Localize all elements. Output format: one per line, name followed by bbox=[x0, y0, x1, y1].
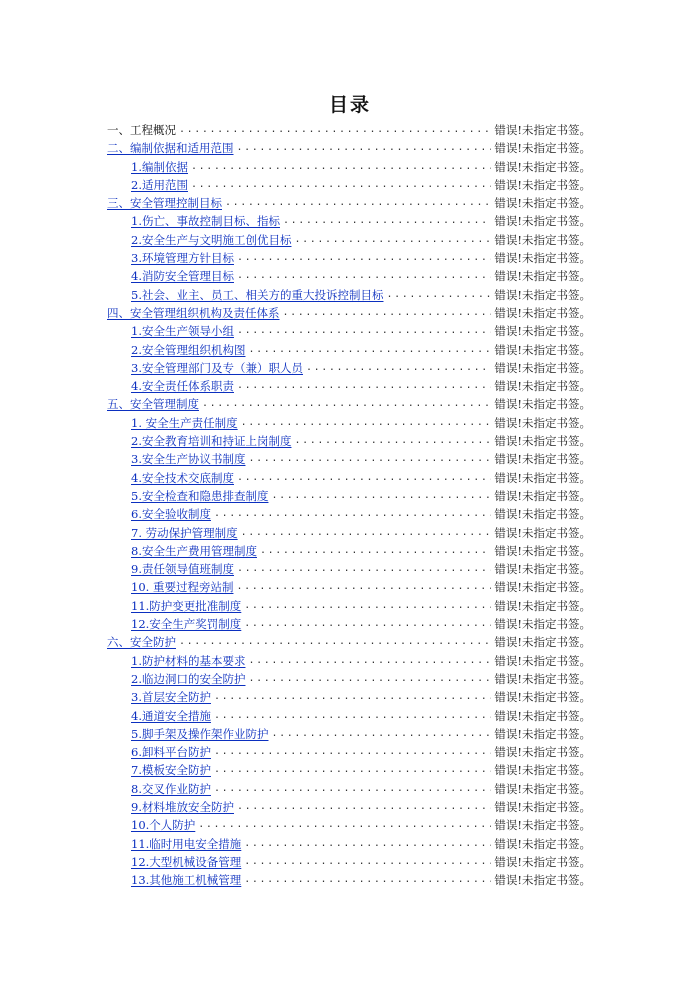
dot-leader bbox=[294, 231, 491, 249]
toc-entry[interactable] bbox=[107, 487, 591, 505]
toc-page-reference: 错误!未指定书签。 bbox=[494, 452, 591, 467]
toc-entry[interactable] bbox=[107, 816, 591, 834]
toc-entry-label[interactable]: 2.安全教育培训和持证上岗制度 bbox=[131, 434, 292, 449]
toc-entry bbox=[107, 121, 591, 139]
dot-leader bbox=[248, 341, 491, 359]
toc-page-reference: 错误!未指定书签。 bbox=[494, 305, 591, 320]
toc-entry-label[interactable]: 六、安全防护 bbox=[107, 635, 176, 650]
toc-page-reference: 错误!未指定书签。 bbox=[494, 123, 591, 137]
toc-entry[interactable] bbox=[107, 633, 591, 651]
toc-page-reference: 错误!未指定书签。 bbox=[494, 196, 591, 211]
dot-leader bbox=[306, 359, 491, 377]
toc-entry[interactable] bbox=[107, 652, 591, 670]
dot-leader bbox=[244, 597, 491, 615]
toc-entry-label[interactable]: 1.编制依据 bbox=[131, 159, 188, 174]
toc-entry-label[interactable]: 四、安全管理组织机构及责任体系 bbox=[107, 305, 280, 320]
toc-page-reference: 错误!未指定书签。 bbox=[494, 671, 591, 686]
toc-entry[interactable] bbox=[107, 286, 591, 304]
toc-entry[interactable] bbox=[107, 725, 591, 743]
dot-leader bbox=[237, 560, 491, 578]
toc-entry-label[interactable]: 4.通道安全措施 bbox=[131, 708, 211, 723]
toc-entry[interactable] bbox=[107, 542, 591, 560]
toc-entry-label[interactable]: 9.责任领导值班制度 bbox=[131, 562, 234, 577]
toc-entry-label[interactable]: 5.安全检查和隐患排查制度 bbox=[131, 488, 269, 503]
dot-leader bbox=[244, 853, 491, 871]
toc-entry-label[interactable]: 2.安全管理组织机构图 bbox=[131, 342, 246, 357]
toc-entry-label[interactable]: 9.材料堆放安全防护 bbox=[131, 799, 234, 814]
toc-entry-label[interactable]: 3.安全生产协议书制度 bbox=[131, 452, 246, 467]
toc-page-reference: 错误!未指定书签。 bbox=[494, 781, 591, 796]
toc-page-reference: 错误!未指定书签。 bbox=[494, 653, 591, 668]
dot-leader bbox=[271, 487, 491, 505]
dot-leader bbox=[214, 688, 491, 706]
toc-entry-label[interactable]: 10. 重要过程旁站制 bbox=[131, 580, 234, 595]
toc-page-reference: 错误!未指定书签。 bbox=[494, 854, 591, 869]
toc-entry[interactable] bbox=[107, 780, 591, 798]
toc-entry[interactable] bbox=[107, 158, 591, 176]
toc-entry[interactable] bbox=[107, 267, 591, 285]
toc-page-reference: 错误!未指定书签。 bbox=[494, 342, 591, 357]
dot-leader bbox=[260, 542, 491, 560]
toc-entry-label: 一、工程概况 bbox=[107, 123, 176, 137]
toc-page-reference: 错误!未指定书签。 bbox=[494, 251, 591, 266]
toc-page-reference: 错误!未指定书签。 bbox=[494, 580, 591, 595]
dot-leader bbox=[283, 304, 492, 322]
toc-entry-label[interactable]: 8.交叉作业防护 bbox=[131, 781, 211, 796]
toc-page-reference: 错误!未指定书签。 bbox=[494, 763, 591, 778]
toc-page-reference: 错误!未指定书签。 bbox=[494, 726, 591, 741]
toc-entry[interactable] bbox=[107, 194, 591, 212]
toc-entry[interactable] bbox=[107, 249, 591, 267]
dot-leader bbox=[214, 707, 491, 725]
toc-entry[interactable] bbox=[107, 212, 591, 230]
toc-entry[interactable] bbox=[107, 615, 591, 633]
toc-entry[interactable] bbox=[107, 304, 591, 322]
toc-entry-label[interactable]: 3.首层安全防护 bbox=[131, 690, 211, 705]
dot-leader bbox=[198, 816, 491, 834]
toc-entry-label[interactable]: 4.安全技术交底制度 bbox=[131, 470, 234, 485]
toc-page-reference: 错误!未指定书签。 bbox=[494, 214, 591, 229]
toc-entry[interactable] bbox=[107, 597, 591, 615]
dot-leader bbox=[237, 798, 491, 816]
dot-leader bbox=[271, 725, 491, 743]
toc-page-reference: 错误!未指定书签。 bbox=[494, 177, 591, 192]
toc-entry[interactable] bbox=[107, 798, 591, 816]
dot-leader bbox=[179, 633, 491, 651]
dot-leader bbox=[248, 670, 491, 688]
dot-leader bbox=[214, 505, 491, 523]
toc-page-reference: 错误!未指定书签。 bbox=[494, 836, 591, 851]
toc-entry[interactable] bbox=[107, 560, 591, 578]
toc-entry-label[interactable]: 7.模板安全防护 bbox=[131, 763, 211, 778]
toc-entry[interactable] bbox=[107, 524, 591, 542]
toc-entry-label[interactable]: 3.环境管理方针目标 bbox=[131, 251, 234, 266]
toc-page-reference: 错误!未指定书签。 bbox=[494, 562, 591, 577]
toc-entry[interactable] bbox=[107, 761, 591, 779]
dot-leader bbox=[248, 450, 491, 468]
dot-leader bbox=[244, 871, 491, 889]
toc-entry[interactable] bbox=[107, 670, 591, 688]
toc-entry-label[interactable]: 1.防护材料的基本要求 bbox=[131, 653, 246, 668]
dot-leader bbox=[248, 652, 491, 670]
dot-leader bbox=[202, 395, 491, 413]
dot-leader bbox=[214, 780, 491, 798]
toc-title: 目录 bbox=[328, 94, 371, 116]
toc-page-reference: 错误!未指定书签。 bbox=[494, 543, 591, 558]
toc-entry[interactable] bbox=[107, 835, 591, 853]
toc-page-reference: 错误!未指定书签。 bbox=[494, 488, 591, 503]
toc-page-reference: 错误!未指定书签。 bbox=[494, 708, 591, 723]
toc-page-reference: 错误!未指定书签。 bbox=[494, 360, 591, 375]
toc-page-reference: 错误!未指定书签。 bbox=[494, 745, 591, 760]
toc-page-reference: 错误!未指定书签。 bbox=[494, 397, 591, 412]
toc-page-reference: 错误!未指定书签。 bbox=[494, 232, 591, 247]
toc-page-reference: 错误!未指定书签。 bbox=[494, 690, 591, 705]
toc-entry[interactable] bbox=[107, 505, 591, 523]
toc-entry[interactable] bbox=[107, 469, 591, 487]
toc-entry[interactable] bbox=[107, 414, 591, 432]
toc-entry[interactable] bbox=[107, 578, 591, 596]
toc-entry-label[interactable]: 2.适用范围 bbox=[131, 177, 188, 192]
toc-entry-label[interactable]: 三、安全管理控制目标 bbox=[107, 196, 222, 211]
dot-leader bbox=[244, 835, 491, 853]
toc-entry-label[interactable]: 5.社会、业主、员工、相关方的重大投诉控制目标 bbox=[131, 287, 384, 302]
dot-leader bbox=[241, 414, 492, 432]
toc-page-reference: 错误!未指定书签。 bbox=[494, 799, 591, 814]
toc-entry[interactable] bbox=[107, 450, 591, 468]
toc-entry[interactable] bbox=[107, 176, 591, 194]
toc-entry-label[interactable]: 1.伤亡、事故控制目标、指标 bbox=[131, 214, 280, 229]
toc-page-reference: 错误!未指定书签。 bbox=[494, 635, 591, 650]
toc-page-reference: 错误!未指定书签。 bbox=[494, 415, 591, 430]
toc-entry-label[interactable]: 4.安全责任体系职责 bbox=[131, 379, 234, 394]
dot-leader bbox=[236, 578, 491, 596]
dot-leader bbox=[214, 761, 491, 779]
toc-entry[interactable] bbox=[107, 341, 591, 359]
dot-leader bbox=[241, 524, 492, 542]
toc-entry-label[interactable]: 13.其他施工机械管理 bbox=[131, 873, 242, 888]
toc-page-reference: 错误!未指定书签。 bbox=[494, 379, 591, 394]
toc-page-reference: 错误!未指定书签。 bbox=[494, 507, 591, 522]
toc-entry[interactable] bbox=[107, 853, 591, 871]
toc-entry-label[interactable]: 6.安全验收制度 bbox=[131, 507, 211, 522]
toc-entry-label[interactable]: 6.卸料平台防护 bbox=[131, 745, 211, 760]
dot-leader bbox=[386, 286, 491, 304]
dot-leader bbox=[237, 249, 491, 267]
toc-page-reference: 错误!未指定书签。 bbox=[494, 324, 591, 339]
toc-page-reference: 错误!未指定书签。 bbox=[494, 269, 591, 284]
toc-entry[interactable] bbox=[107, 688, 591, 706]
toc-entry[interactable] bbox=[107, 322, 591, 340]
dot-leader bbox=[237, 267, 491, 285]
toc-page-reference: 错误!未指定书签。 bbox=[494, 159, 591, 174]
toc-entry-label[interactable]: 4.消防安全管理目标 bbox=[131, 269, 234, 284]
toc-entry-label[interactable]: 3.安全管理部门及专（兼）职人员 bbox=[131, 360, 303, 375]
toc-entry-label[interactable]: 1. 安全生产责任制度 bbox=[131, 415, 238, 430]
toc-page-reference: 错误!未指定书签。 bbox=[494, 434, 591, 449]
dot-leader bbox=[237, 377, 491, 395]
toc-page-reference: 错误!未指定书签。 bbox=[494, 598, 591, 613]
toc-entry-label[interactable]: 12.安全生产奖罚制度 bbox=[131, 617, 242, 632]
toc-page-reference: 错误!未指定书签。 bbox=[494, 141, 591, 156]
toc-page-reference: 错误!未指定书签。 bbox=[494, 287, 591, 302]
toc-entry[interactable] bbox=[107, 139, 591, 157]
toc-entry[interactable] bbox=[107, 231, 591, 249]
toc-entry[interactable] bbox=[107, 432, 591, 450]
dot-leader bbox=[244, 615, 491, 633]
toc-entry-label[interactable]: 11.临时用电安全措施 bbox=[131, 836, 242, 851]
toc-page-reference: 错误!未指定书签。 bbox=[494, 470, 591, 485]
toc-entry-label[interactable]: 11.防护变更批准制度 bbox=[131, 598, 242, 613]
toc-entry-label[interactable]: 二、编制依据和适用范围 bbox=[107, 141, 234, 156]
toc-entry-label[interactable]: 5.脚手架及操作架作业防护 bbox=[131, 726, 269, 741]
toc-entry[interactable] bbox=[107, 743, 591, 761]
dot-leader bbox=[179, 121, 491, 139]
dot-leader bbox=[237, 469, 491, 487]
dot-leader bbox=[237, 139, 492, 157]
table-of-contents bbox=[107, 121, 591, 889]
toc-page-reference: 错误!未指定书签。 bbox=[494, 525, 591, 540]
toc-page-reference: 错误!未指定书签。 bbox=[494, 873, 591, 888]
toc-page-reference: 错误!未指定书签。 bbox=[494, 617, 591, 632]
toc-entry-label[interactable]: 1.安全生产领导小组 bbox=[131, 324, 234, 339]
toc-entry[interactable] bbox=[107, 707, 591, 725]
toc-entry[interactable] bbox=[107, 395, 591, 413]
toc-page-reference: 错误!未指定书签。 bbox=[494, 818, 591, 833]
toc-entry[interactable] bbox=[107, 377, 591, 395]
dot-leader bbox=[191, 158, 491, 176]
dot-leader bbox=[225, 194, 491, 212]
dot-leader bbox=[191, 176, 491, 194]
dot-leader bbox=[294, 432, 491, 450]
dot-leader bbox=[237, 322, 491, 340]
toc-entry[interactable] bbox=[107, 871, 591, 889]
dot-leader bbox=[283, 212, 491, 230]
toc-entry-label[interactable]: 2.临边洞口的安全防护 bbox=[131, 671, 246, 686]
dot-leader bbox=[214, 743, 491, 761]
toc-entry-label[interactable]: 8.安全生产费用管理制度 bbox=[131, 543, 257, 558]
toc-entry[interactable] bbox=[107, 359, 591, 377]
toc-entry-label[interactable]: 五、安全管理制度 bbox=[107, 397, 199, 412]
toc-entry-label[interactable]: 12.大型机械设备管理 bbox=[131, 854, 242, 869]
toc-entry-label[interactable]: 10.个人防护 bbox=[131, 818, 196, 833]
toc-entry-label[interactable]: 2.安全生产与文明施工创优目标 bbox=[131, 232, 292, 247]
toc-entry-label[interactable]: 7. 劳动保护管理制度 bbox=[131, 525, 238, 540]
